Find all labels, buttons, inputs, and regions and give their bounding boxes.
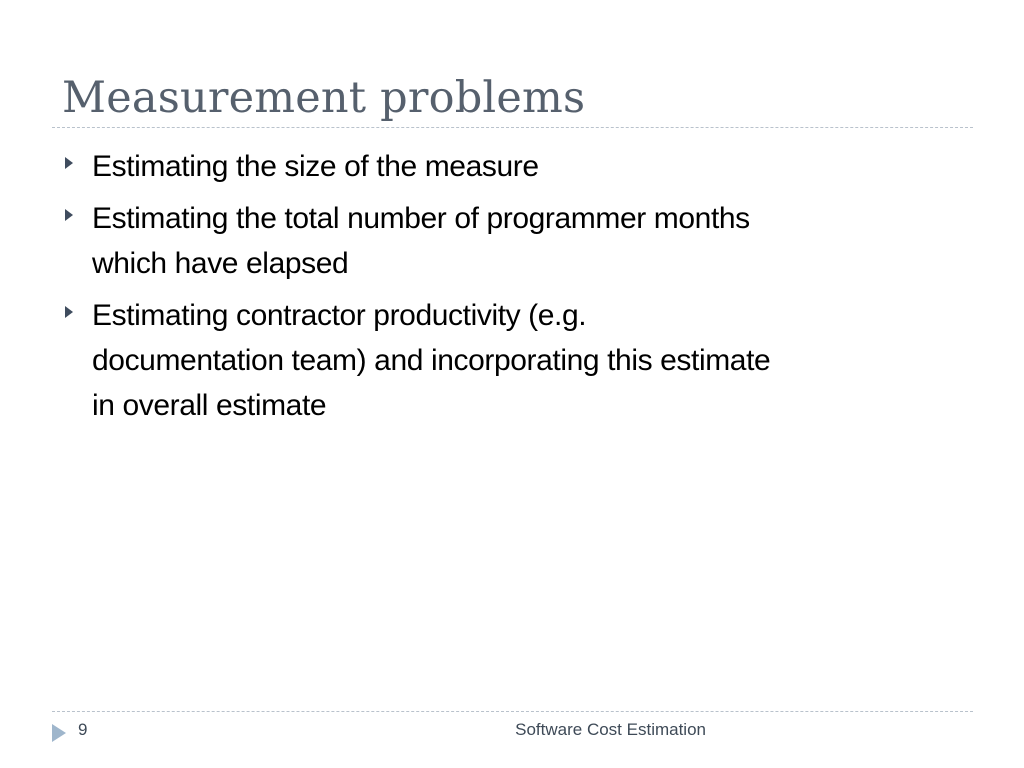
title-divider: [52, 127, 973, 128]
page-number: 9: [78, 720, 88, 739]
bullet-item: [62, 293, 782, 428]
slide-title: Measurement problems: [62, 73, 586, 123]
bullet-list: [62, 144, 782, 435]
bullet-text: Estimating the size of the measure: [92, 150, 539, 183]
footer-divider: [52, 711, 973, 712]
bullet-text: Estimating the total number of programmer months which have elapsed: [92, 202, 750, 280]
bullet-item: [62, 144, 782, 189]
triangle-right-icon: [65, 209, 73, 221]
footer-title: Software Cost Estimation: [515, 720, 706, 739]
bullet-text: Estimating contractor productivity (e.g. documentation team) and incorporating this estimate in overall estimate: [92, 299, 771, 422]
bullet-item: [62, 196, 782, 286]
triangle-right-icon: [65, 306, 73, 318]
triangle-right-icon: [65, 157, 73, 169]
footer-triangle-icon: [52, 724, 66, 742]
